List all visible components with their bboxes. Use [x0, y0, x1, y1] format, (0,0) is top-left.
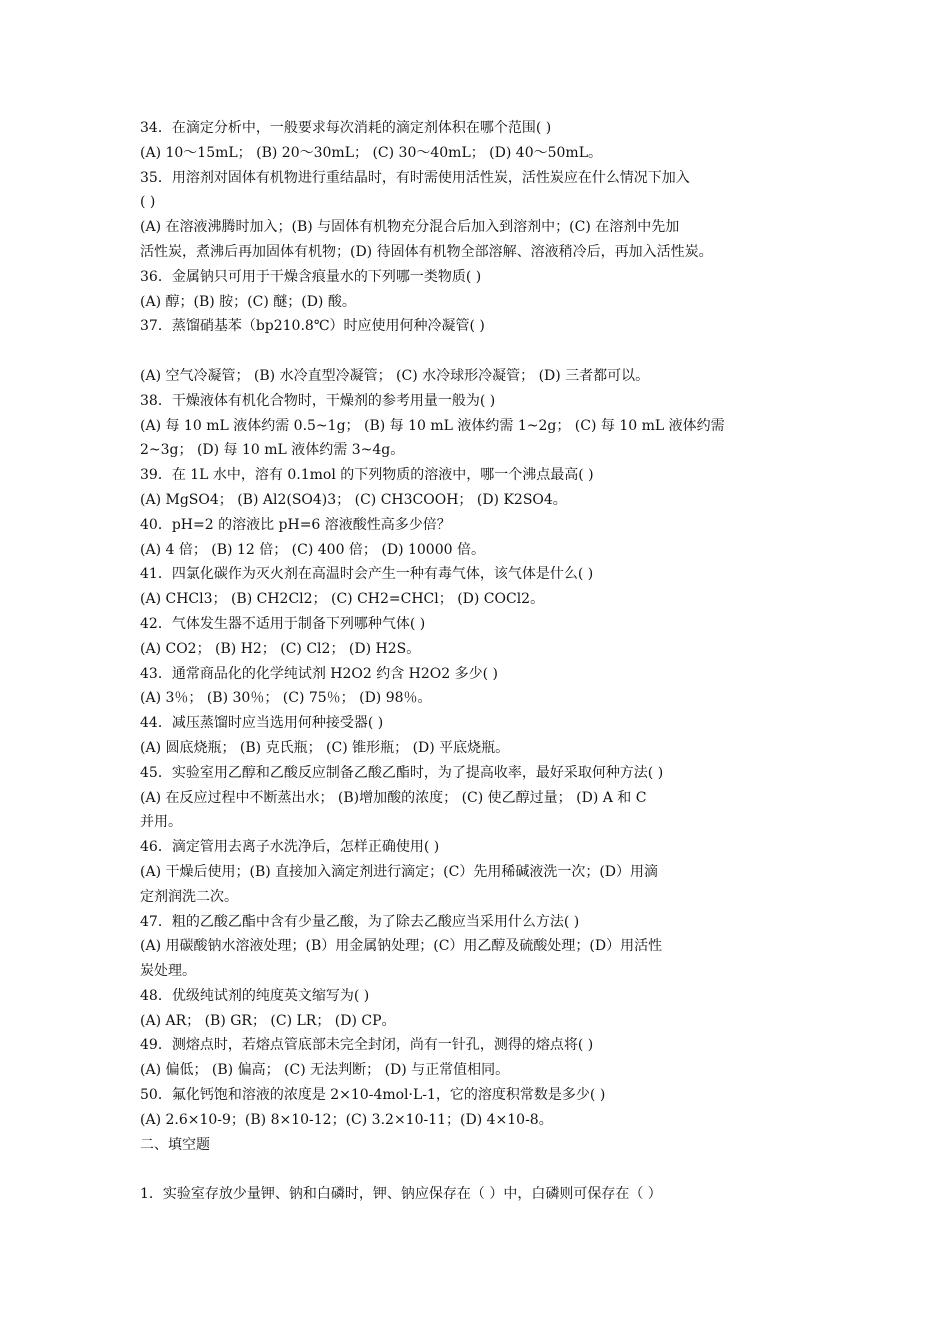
- text-line: (A) 10～15mL； (B) 20～30mL； (C) 30～40mL； (D) 40～50mL。: [140, 144, 602, 161]
- text-line: (A) 3％； (B) 30％； (C) 75％； (D) 98％。: [140, 690, 432, 707]
- text-line: 44．减压蒸馏时应当选用何种接受器( ): [140, 715, 384, 732]
- text-line: 40．pH=2 的溶液比 pH=6 溶液酸性高多少倍？: [140, 516, 451, 533]
- text-line: (A) 在反应过程中不断蒸出水； (B)增加酸的浓度； (C) 使乙醇过量； (D) A 和 C: [140, 789, 647, 806]
- text-line: 活性炭，煮沸后再加固体有机物；(D) 待固体有机物全部溶解、溶液稍冷后，再加入活性炭。: [140, 243, 713, 260]
- text-line: 42．气体发生器不适用于制备下列哪种气体( ): [140, 615, 426, 632]
- text-line: (A) 偏低； (B) 偏高； (C) 无法判断； (D) 与正常值相同。: [140, 1062, 510, 1079]
- text-line: (A) 空气冷凝管； (B) 水冷直型冷凝管； (C) 水冷球形冷凝管； (D) 三者都可以。: [140, 367, 650, 384]
- text-line: (A) CO2； (B) H2； (C) Cl2； (D) H2S。: [140, 640, 421, 657]
- text-line: 43．通常商品化的化学纯试剂 H2O2 约含 H2O2 多少( ): [140, 665, 498, 682]
- text-line: (A) 干燥后使用；(B) 直接加入滴定剂进行滴定；(C）先用稀碱液洗一次；(D）用滴: [140, 863, 659, 880]
- text-line: 二、填空题: [140, 1136, 210, 1153]
- text-line: ( ): [140, 194, 156, 211]
- text-line: (A) CHCl3； (B) CH2Cl2； (C) CH2=CHCl； (D) COCl2。: [140, 591, 545, 608]
- text-line: (A) MgSO4； (B) Al2(SO4)3； (C) CH3COOH； (D) K2SO4。: [140, 491, 567, 508]
- text-line: 49．测熔点时，若熔点管底部未完全封闭，尚有一针孔，测得的熔点将( ): [140, 1037, 594, 1054]
- text-line: (A) 每 10 mL 液体约需 0.5~1g； (B) 每 10 mL 液体约需 1~2g； (C) 每 10 mL 液体约需: [140, 417, 725, 434]
- text-line: (A) 用碳酸钠水溶液处理；(B）用金属钠处理；(C）用乙醇及硫酸处理；(D）用活性: [140, 938, 663, 955]
- text-line: 39．在 1L 水中，溶有 0.1mol 的下列物质的溶液中，哪一个沸点最高( ): [140, 467, 594, 484]
- text-line: 37．蒸馏硝基苯（bp210.8℃）时应使用何种冷凝管( ): [140, 318, 485, 335]
- text-line: 35．用溶剂对固体有机物进行重结晶时，有时需使用活性炭，活性炭应在什么情况下加入: [140, 169, 690, 186]
- text-line: 48．优级纯试剂的纯度英文缩写为( ): [140, 987, 370, 1004]
- text-line: (A) 醇；(B) 胺；(C) 醚；(D) 酸。: [140, 293, 356, 310]
- document-body: [140, 116, 810, 1207]
- text-line: 46．滴定管用去离子水洗净后，怎样正确使用( ): [140, 839, 440, 856]
- blank-line: [140, 1157, 810, 1182]
- text-line: (A) 圆底烧瓶； (B) 克氏瓶； (C) 锥形瓶； (D) 平底烧瓶。: [140, 739, 510, 756]
- blank-line: [140, 339, 810, 364]
- text-line: 炭处理。: [140, 963, 196, 980]
- text-line: 定剂润洗二次。: [140, 888, 238, 905]
- text-line: 并用。: [140, 814, 182, 831]
- text-line: 45．实验室用乙醇和乙酸反应制备乙酸乙酯时，为了提高收率，最好采取何种方法( ): [140, 764, 664, 781]
- text-line: 1．实验室存放少量钾、钠和白磷时，钾、钠应保存在（ ）中，白磷则可保存在（ ）: [140, 1186, 662, 1203]
- text-line: (A) 在溶液沸腾时加入；(B) 与固体有机物充分混合后加入到溶剂中；(C) 在溶剂中先加: [140, 219, 680, 236]
- text-line: (A) 2.6×10-9；(B) 8×10-12；(C) 3.2×10-11；(D) 4×10-8。: [140, 1111, 553, 1128]
- text-line: 41．四氯化碳作为灭火剂在高温时会产生一种有毒气体，该气体是什么( ): [140, 566, 594, 583]
- text-line: 47．粗的乙酸乙酯中含有少量乙酸，为了除去乙酸应当采用什么方法( ): [140, 913, 580, 930]
- text-line: 34．在滴定分析中，一般要求每次消耗的滴定剂体积在哪个范围( ): [140, 120, 552, 136]
- text-line: (A) AR； (B) GR； (C) LR； (D) CP。: [140, 1012, 396, 1029]
- text-line: (A) 4 倍； (B) 12 倍； (C) 400 倍； (D) 10000 倍。: [140, 541, 485, 558]
- text-line: 2~3g； (D) 每 10 mL 液体约需 3~4g。: [140, 442, 405, 459]
- text-line: 36．金属钠只可用于干燥含痕量水的下列哪一类物质( ): [140, 268, 482, 285]
- text-line: 50．氟化钙饱和溶液的浓度是 2×10-4mol·L-1，它的溶度积常数是多少( ): [140, 1087, 606, 1104]
- text-line: 38．干燥液体有机化合物时，干燥剂的参考用量一般为( ): [140, 392, 496, 409]
